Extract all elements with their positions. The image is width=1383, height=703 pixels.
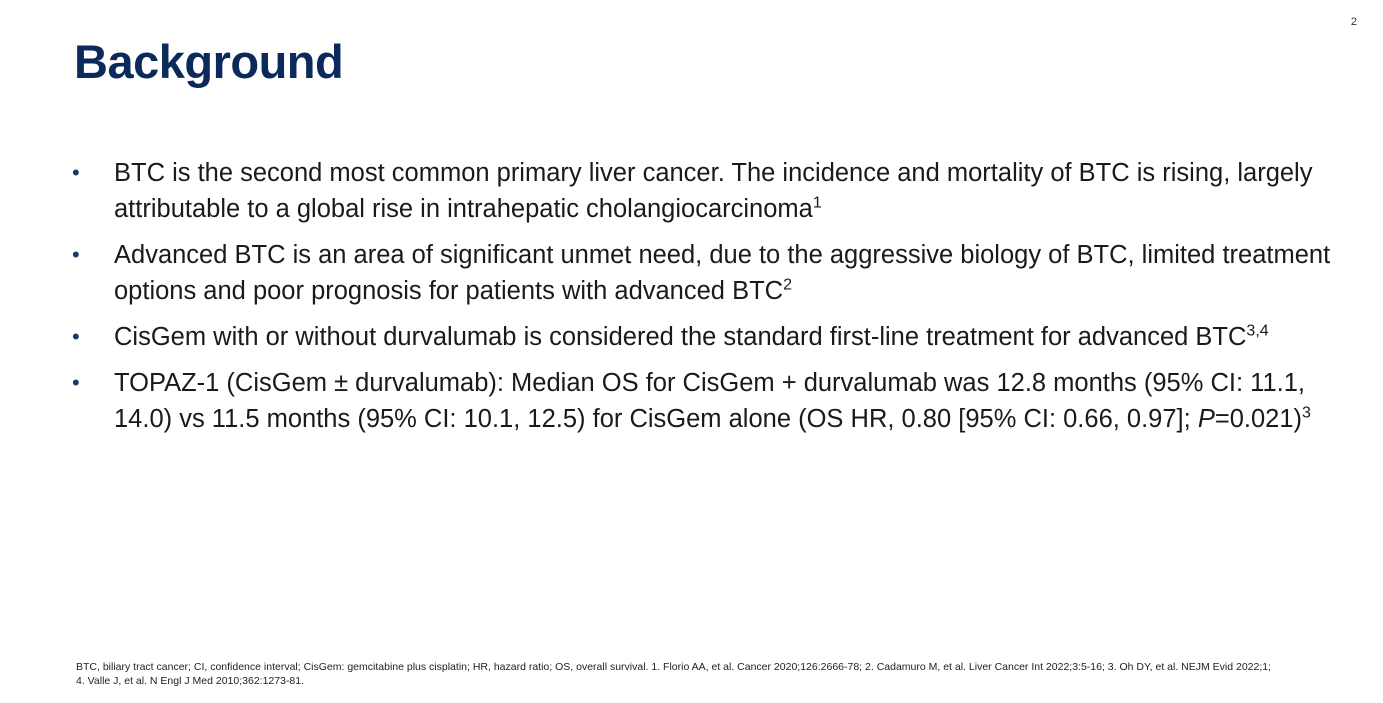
bullet-marker: • bbox=[72, 324, 80, 349]
slide-title: Background bbox=[74, 35, 344, 88]
bullet-marker: • bbox=[72, 370, 80, 395]
bullet-item-incidence bbox=[72, 155, 1332, 227]
bullet-item-standard-treatment bbox=[72, 319, 1332, 355]
bullet-text-content-end: =0.021) bbox=[1214, 405, 1303, 433]
bullet-list bbox=[72, 155, 1332, 447]
bullet-item-unmet-need bbox=[72, 237, 1332, 309]
p-value-symbol: P bbox=[1197, 405, 1215, 433]
bullet-reference: 2 bbox=[783, 276, 792, 294]
footnote-references: BTC, biliary tract cancer; CI, confidence interval; CisGem: gemcitabine plus cisplatin; HR, hazard ratio; OS, overall survival. 1. Florio AA, et al. Cancer 2020;126:2666-78; 2. Cadamuro M, et al. Liver Cancer Int 2022;3:5-16; 3. Oh DY, et al. NEJM Evid 2022;1; 4. Valle J, et al. N Engl J Med 2010;362:1273-81. bbox=[76, 661, 1272, 687]
bullet-text-content: TOPAZ-1 (CisGem ± durvalumab): Median OS for CisGem + durvalumab was 12.8 months (95% CI: 11.1, 14.0) vs 11.5 months (95% CI: 10.1, 12.5) for CisGem alone (OS HR, 0.80 [95% CI: 0.66, 0.97]; bbox=[114, 369, 1305, 433]
bullet-text-content: CisGem with or without durvalumab is considered the standard first-line treatment for advanced BTC bbox=[114, 323, 1247, 351]
bullet-marker: • bbox=[72, 242, 80, 267]
bullet-text-standard-treatment bbox=[114, 319, 1332, 355]
bullet-reference: 1 bbox=[812, 194, 822, 212]
bullet-text-content: BTC is the second most common primary liver cancer. The incidence and mortality of BTC is rising, largely attributable to a global rise in intrahepatic cholangiocarcinoma bbox=[114, 159, 1313, 223]
bullet-reference: 3,4 bbox=[1246, 322, 1269, 340]
bullet-text-topaz-1 bbox=[114, 365, 1332, 437]
bullet-text-content: Advanced BTC is an area of significant unmet need, due to the aggressive biology of BTC, limited treatment options and poor prognosis for patients with advanced BTC bbox=[114, 241, 1331, 305]
bullet-reference: 3 bbox=[1302, 404, 1311, 422]
slide-number: 2 bbox=[1350, 16, 1357, 28]
bullet-item-topaz-1 bbox=[72, 365, 1332, 437]
bullet-marker: • bbox=[72, 160, 80, 185]
bullet-text-incidence bbox=[114, 155, 1332, 227]
bullet-text-unmet-need bbox=[114, 237, 1332, 309]
